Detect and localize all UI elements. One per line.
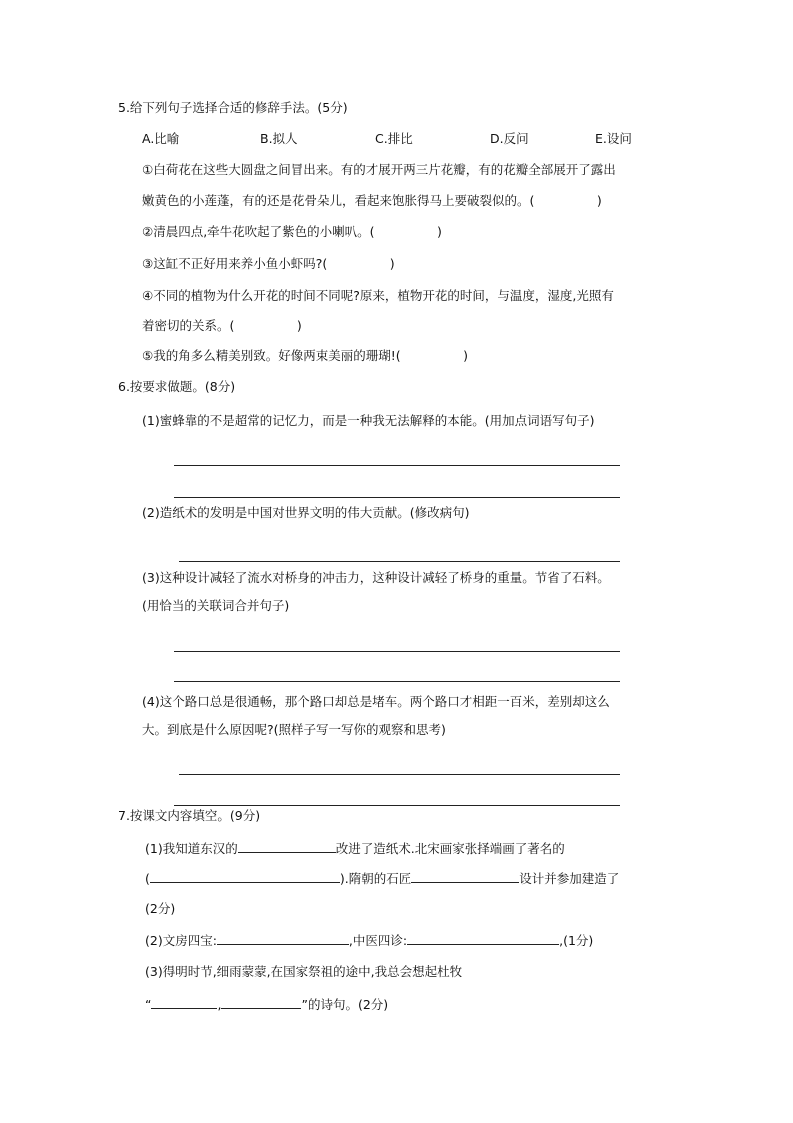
q6-part-4a: (4)这个路口总是很通畅，那个路口却总是堵车。两个路口才相距一百米，差别却这么	[142, 694, 610, 709]
q7-text: (1)我知道东汉的	[145, 841, 238, 856]
q7-text: ,中医四诊:	[348, 933, 408, 948]
q5-option-c: C.排比	[375, 131, 413, 146]
answer-line[interactable]	[174, 681, 620, 682]
q7-text: “	[145, 997, 152, 1012]
q6-title: 6.按要求做题。(8分)	[118, 379, 236, 394]
q5-option-a: A.比喻	[142, 131, 180, 146]
q6-part-1: (1)蜜蜂靠的不是超常的记忆力，而是一种我无法解释的本能。(用加点词语写句子)	[142, 413, 595, 428]
fill-blank[interactable]	[407, 932, 559, 945]
answer-line[interactable]	[179, 561, 620, 562]
fill-blank[interactable]	[238, 840, 336, 853]
q5-option-e: E.设问	[595, 131, 632, 146]
q5-sentence-3: ③这缸不正好用来养小鱼小虾吗?( )	[142, 256, 395, 271]
q5-sentence-1b: 嫩黄色的小莲蓬，有的还是花骨朵儿，看起来饱胀得马上要破裂似的。( )	[142, 193, 602, 208]
answer-line[interactable]	[179, 774, 620, 775]
fill-blank[interactable]	[411, 870, 519, 883]
q5-sentence-5: ⑤我的角多么精美别致。好像两束美丽的珊瑚!( )	[142, 348, 468, 363]
q5-sentence-1a: ①白荷花在这些大圆盘之间冒出来。有的才展开两三片花瓣，有的花瓣全部展开了露出	[142, 162, 616, 177]
answer-line[interactable]	[174, 805, 620, 806]
q5-title: 5.给下列句子选择合适的修辞手法。(5分)	[118, 100, 348, 115]
q7-title: 7.按课文内容填空。(9分)	[118, 808, 261, 823]
q7-text: ,	[217, 997, 222, 1012]
q6-part-4b: 大。到底是什么原因呢?(照样子写一写你的观察和思考)	[142, 722, 446, 737]
answer-line[interactable]	[174, 497, 620, 498]
q7-line-5: (3)得明时节,细雨蒙蒙,在国家祭祖的途中,我总会想起杜牧	[145, 964, 463, 979]
q6-part-3a: (3)这种设计减轻了流水对桥身的冲击力，这种设计减轻了桥身的重量。节省了石料。	[142, 570, 610, 585]
q5-option-b: B.拟人	[260, 131, 298, 146]
q7-text: ”的诗句。(2分)	[301, 997, 389, 1012]
q5-sentence-4b: 着密切的关系。( )	[142, 318, 302, 333]
q7-line-2	[145, 870, 619, 887]
q5-sentence-2: ②清晨四点,牵牛花吹起了紫色的小喇叭。( )	[142, 224, 442, 239]
q7-text: 设计并参加建造了	[519, 871, 620, 886]
fill-blank[interactable]	[221, 996, 301, 1009]
q7-line-1	[145, 840, 565, 857]
q7-text: (	[145, 871, 150, 886]
q6-part-3b: (用恰当的关联词合并句子)	[142, 598, 290, 613]
q7-line-6	[145, 996, 388, 1013]
fill-blank[interactable]	[151, 996, 217, 1009]
q7-line-4	[145, 932, 593, 949]
q7-text: ,(1分)	[559, 933, 594, 948]
answer-line[interactable]	[174, 465, 620, 466]
answer-line[interactable]	[174, 651, 620, 652]
fill-blank[interactable]	[217, 932, 349, 945]
fill-blank[interactable]	[150, 870, 340, 883]
q7-line-3: (2分)	[145, 901, 176, 916]
q5-option-d: D.反问	[490, 131, 529, 146]
q7-text: ).隋朝的石匠	[339, 871, 412, 886]
q5-sentence-4a: ④不同的植物为什么开花的时间不同呢?原来，植物开花的时间，与温度，湿度,光照有	[142, 288, 614, 303]
q7-text: (2)文房四宝:	[145, 933, 217, 948]
q6-part-2: (2)造纸术的发明是中国对世界文明的伟大贡献。(修改病句)	[142, 505, 470, 520]
q7-text: 改进了造纸术.北宋画家张择端画了著名的	[335, 841, 565, 856]
